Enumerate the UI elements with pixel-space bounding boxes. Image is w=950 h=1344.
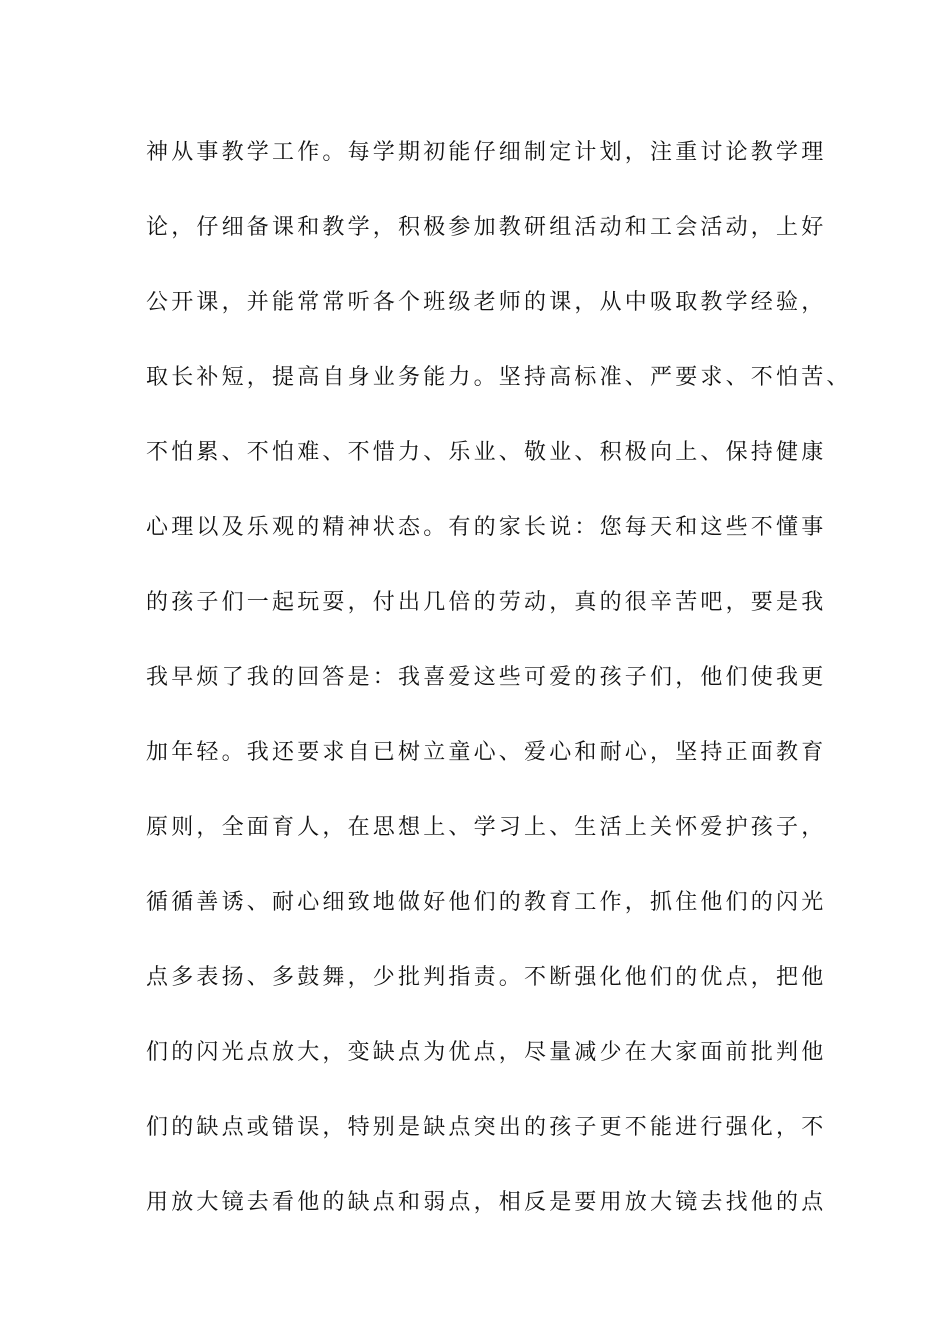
text-line-7: 的孩子们一起玩耍，付出几倍的劳动，真的很辛苦吧，要是我 [146,590,827,615]
text-line-5: 不怕累、不怕难、不惜力、乐业、敬业、积极向上、保持健康 [146,440,827,465]
body-text [146,130,852,1255]
text-line-15: 用放大镜去看他的缺点和弱点，相反是要用放大镜去找他的点 [146,1190,827,1215]
text-line-13: 们的闪光点放大，变缺点为优点，尽量减少在大家面前批判他 [146,1040,827,1065]
text-line-4: 取长补短，提高自身业务能力。坚持高标准、严要求、不怕苦、 [146,365,852,390]
text-line-1: 神从事教学工作。每学期初能仔细制定计划，注重讨论教学理 [146,140,827,165]
text-line-8: 我早烦了我的回答是：我喜爱这些可爱的孩子们，他们使我更 [146,665,827,690]
text-line-2: 论，仔细备课和教学，积极参加教研组活动和工会活动，上好 [146,215,827,240]
text-line-3: 公开课，并能常常听各个班级老师的课，从中吸取教学经验， [146,290,827,315]
text-line-14: 们的缺点或错误，特别是缺点突出的孩子更不能进行强化，不 [146,1115,827,1140]
text-line-10: 原则，全面育人，在思想上、学习上、生活上关怀爱护孩子， [146,815,827,840]
text-line-9: 加年轻。我还要求自已树立童心、爱心和耐心，坚持正面教育 [146,740,827,765]
text-line-6: 心理以及乐观的精神状态。有的家长说：您每天和这些不懂事 [146,515,827,540]
text-line-11: 循循善诱、耐心细致地做好他们的教育工作，抓住他们的闪光 [146,890,827,915]
text-line-12: 点多表扬、多鼓舞，少批判指责。不断强化他们的优点，把他 [146,965,827,990]
